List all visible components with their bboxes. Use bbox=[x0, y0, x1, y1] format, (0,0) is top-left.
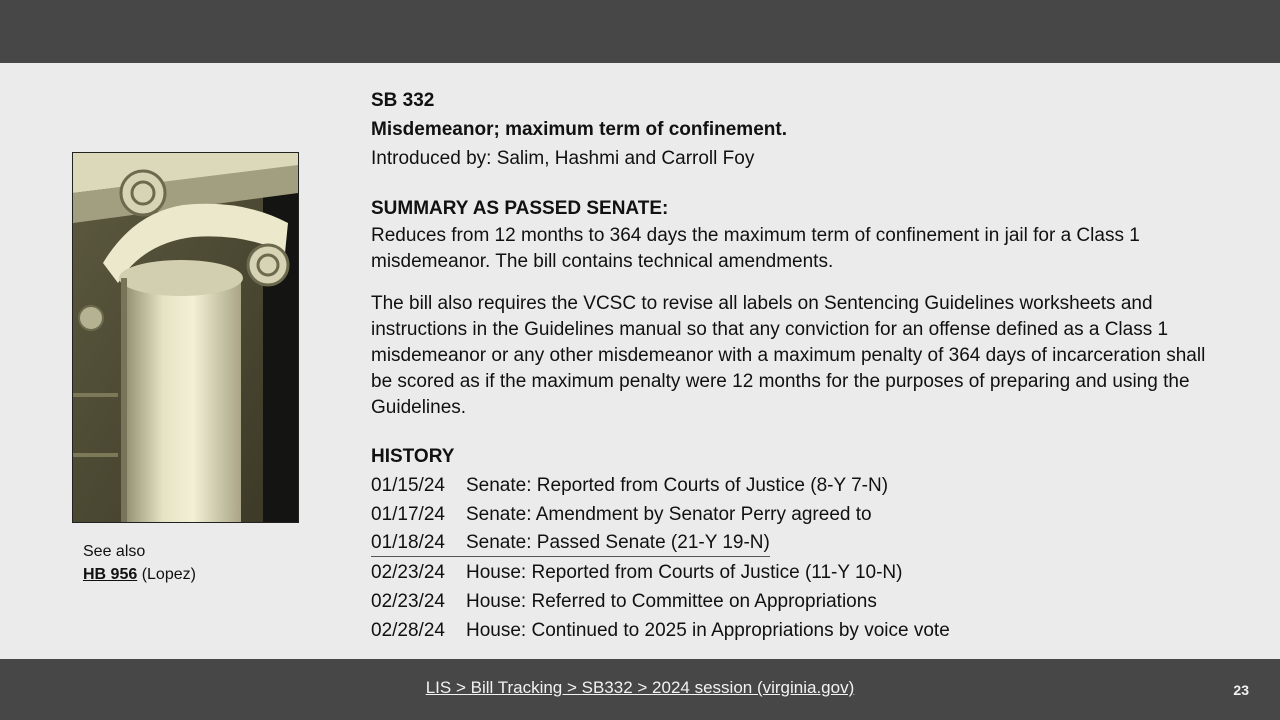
summary-paragraph: Reduces from 12 months to 364 days the maximum term of confinement in jail for a Class 1 misdemeanor. The bill contains technical amendments. bbox=[371, 225, 1140, 272]
history-row bbox=[371, 558, 1231, 587]
history-date: 02/23/24 bbox=[371, 591, 445, 612]
column-photo-graphic bbox=[73, 153, 298, 522]
history-date: 02/23/24 bbox=[371, 562, 445, 583]
history-action: House: Reported from Courts of Justice (11-Y 10-N) bbox=[466, 562, 903, 583]
history-action: Senate: Passed Senate (21-Y 19-N) bbox=[466, 532, 770, 553]
related-bill-link[interactable]: HB 956 bbox=[83, 566, 138, 583]
summary-paragraph: The bill also requires the VCSC to revise all labels on Sentencing Guidelines worksheets and instructions in the Guidelines manual so that any conviction for an offense defined as a Class 1 misdemeanor or any other misdemeanor with a maximum penalty of 364 days of incarceration shall be scored as if the maximum penalty were 12 months for the purposes of preparing and using the Guidelines. bbox=[371, 293, 1206, 418]
bill-tracking-link[interactable]: LIS > Bill Tracking > SB332 > 2024 session (virginia.gov) bbox=[425, 678, 855, 697]
history-row bbox=[371, 500, 1231, 529]
history-date: 01/15/24 bbox=[371, 475, 445, 496]
history-action: House: Referred to Committee on Appropriations bbox=[466, 591, 877, 612]
history-action: House: Continued to 2025 in Appropriations by voice vote bbox=[466, 620, 950, 641]
history-row bbox=[371, 587, 1231, 616]
bill-number: SB 332 bbox=[371, 90, 435, 111]
history-row-highlighted bbox=[371, 529, 770, 557]
history-action: Senate: Amendment by Senator Perry agreed to bbox=[466, 504, 872, 525]
history-action: Senate: Reported from Courts of Justice (8-Y 7-N) bbox=[466, 475, 889, 496]
bill-content bbox=[371, 86, 1231, 645]
related-bill-sponsor: (Lopez) bbox=[141, 566, 196, 583]
top-bar bbox=[0, 0, 1280, 63]
history-date: 01/18/24 bbox=[371, 532, 445, 553]
see-also-block bbox=[83, 540, 196, 586]
slide-number: 23 bbox=[1233, 682, 1249, 698]
history-date: 01/17/24 bbox=[371, 504, 445, 525]
see-also-label: See also bbox=[83, 543, 146, 560]
history-row bbox=[371, 616, 1231, 645]
ionic-column-image bbox=[72, 152, 299, 523]
summary-heading: SUMMARY AS PASSED SENATE: bbox=[371, 198, 669, 219]
bill-patrons: Introduced by: Salim, Hashmi and Carroll Foy bbox=[371, 148, 755, 169]
history-date: 02/28/24 bbox=[371, 620, 445, 641]
history-row bbox=[371, 471, 1231, 500]
history-heading: HISTORY bbox=[371, 446, 455, 467]
bill-title: Misdemeanor; maximum term of confinement. bbox=[371, 119, 787, 140]
